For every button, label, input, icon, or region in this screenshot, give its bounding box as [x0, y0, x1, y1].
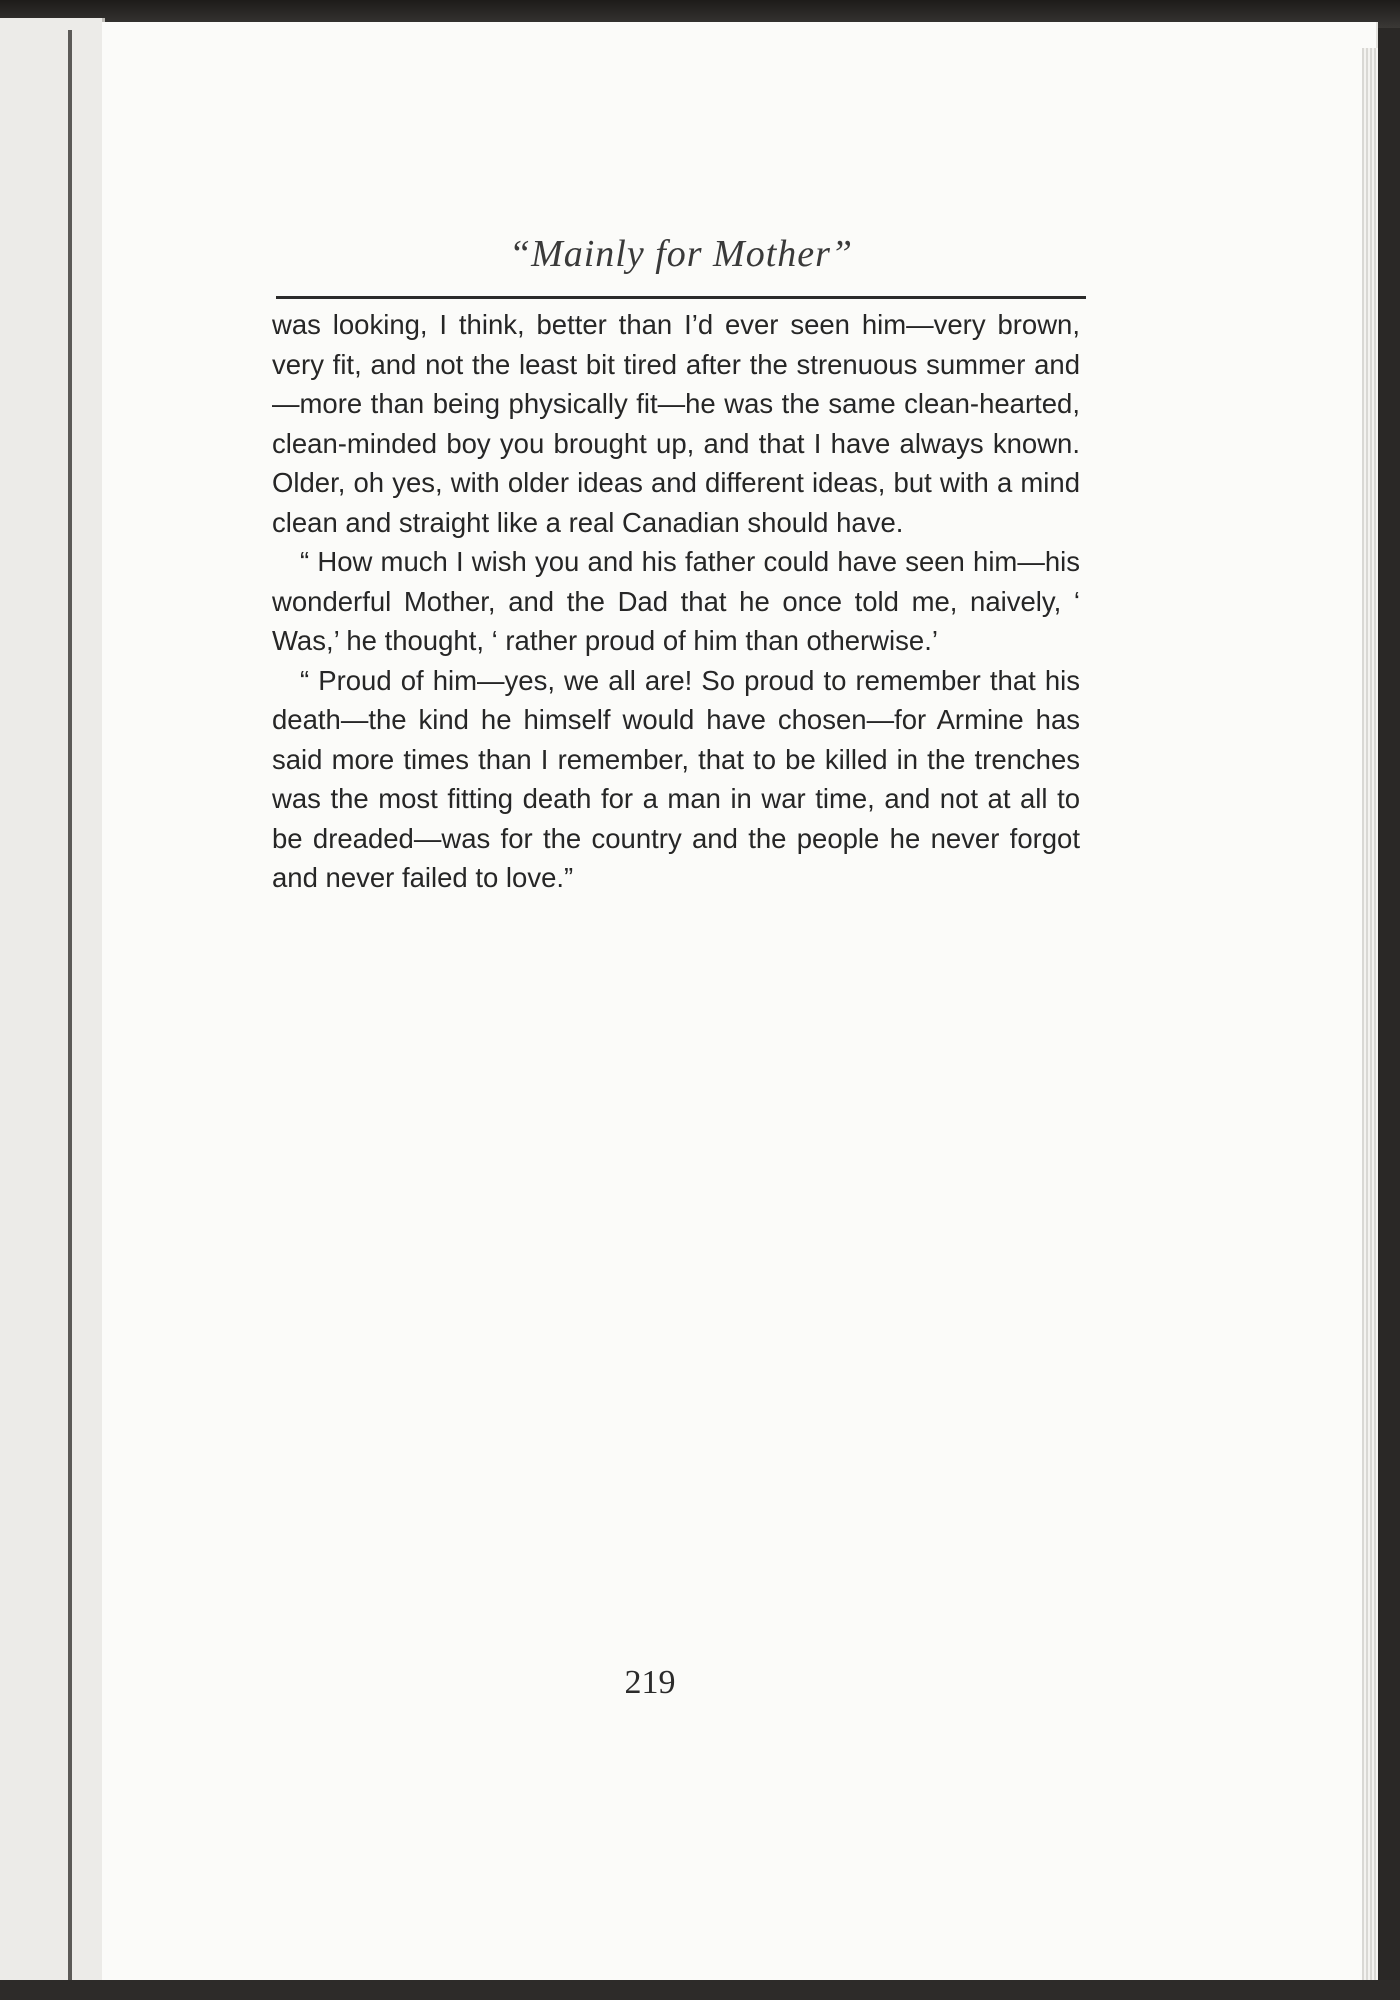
paragraph-continued: was looking, I think, better than I’d ever seen him—very brown, very fit, and not the least bit tired after the strenuous summer and—more than being physically fit—he was the same clean-hearted, clean-minded boy you brought up, and that I have always known. Older, oh yes, with older ideas and different ideas, but with a mind clean and straight like a real Canadian should have.	[272, 309, 1080, 538]
header-rule	[276, 296, 1086, 299]
facing-page-edge	[0, 18, 105, 1980]
paragraph-proud: “ Proud of him—yes, we all are! So proud to remember that his death—the kind he himself would have chosen—for Armine has said more times than I remember, that to be killed in the trenches was the most fitting death for a man in war time, and not at all to be dreaded—was for the country and the people he never forgot and never failed to love.”	[272, 664, 1080, 893]
page-number: 219	[624, 1664, 676, 1701]
page-stack-edge	[1362, 48, 1378, 1980]
paragraph-wish: “ How much I wish you and his father could have seen him—his wonderful Mother, and the Dad that he once told me, naively, ‘ Was,’ he thought, ‘ rather proud of him than otherwise.’	[272, 546, 1080, 656]
body-text	[272, 305, 1080, 898]
running-head: “Mainly for Mother”	[508, 233, 854, 275]
scan-bottom-border	[0, 1980, 1400, 2000]
binding-shadow	[68, 30, 72, 1980]
